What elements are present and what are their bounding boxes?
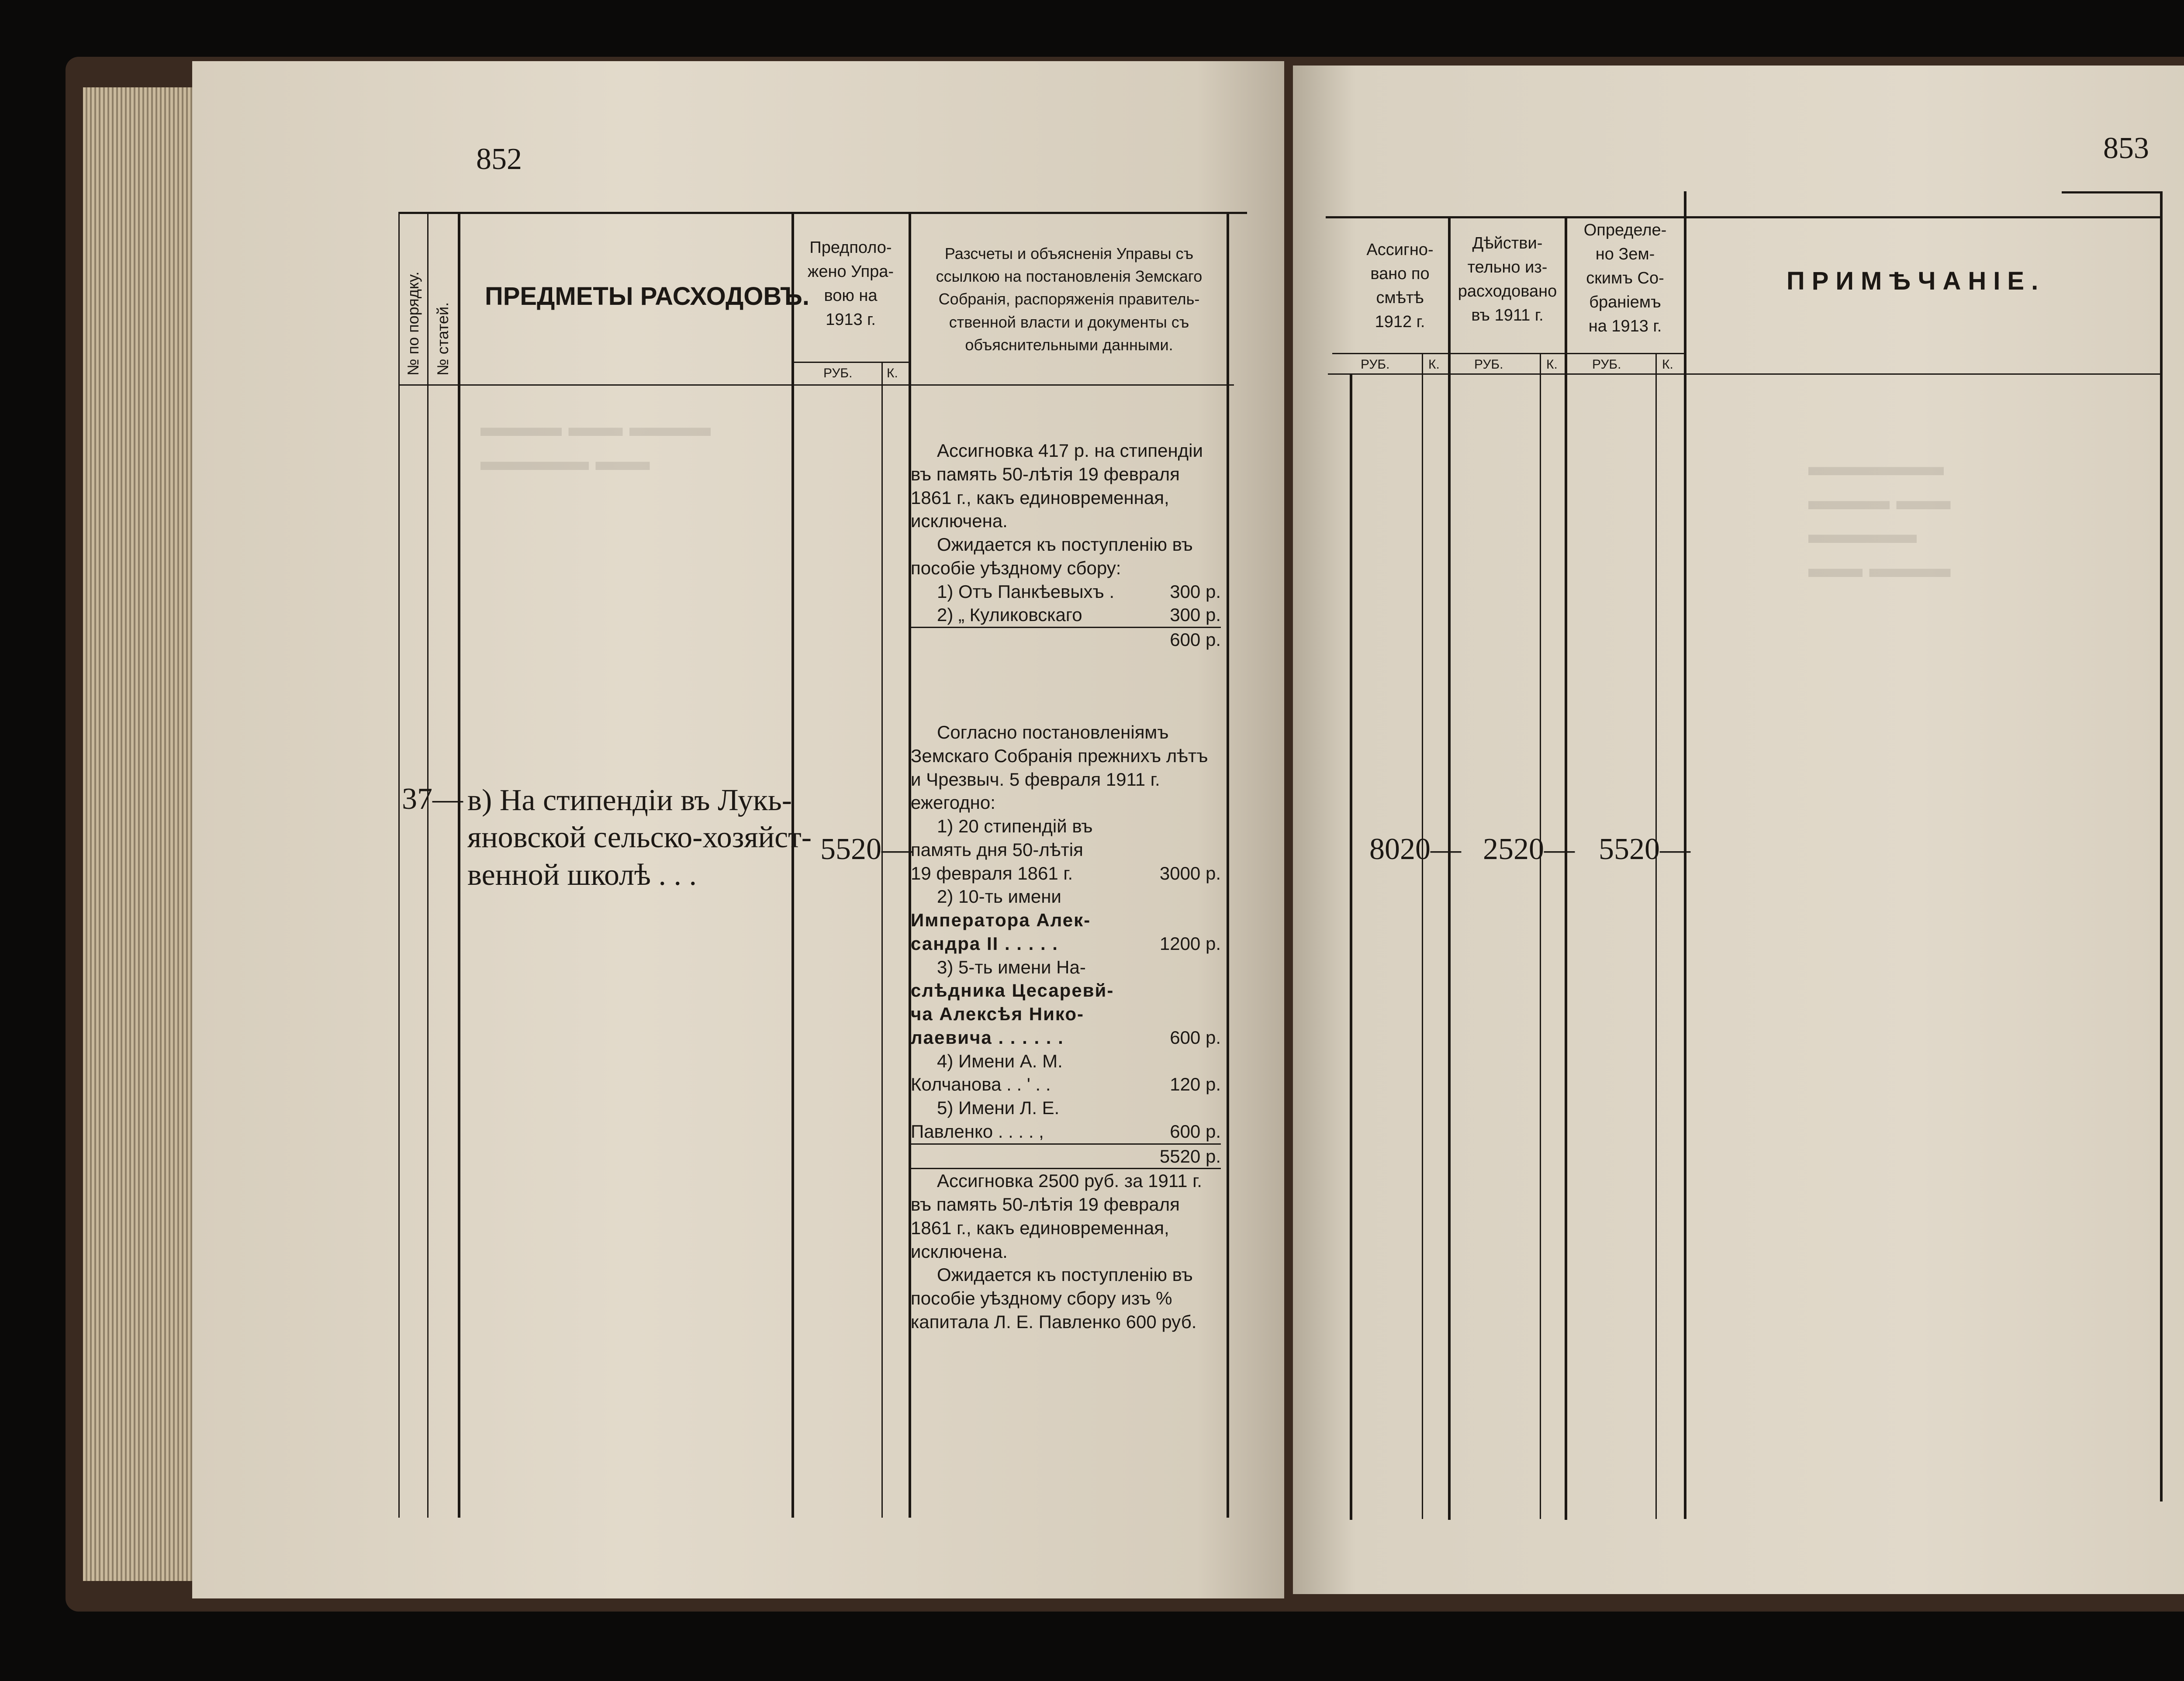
header-proposed-line: жено Упра- xyxy=(807,262,894,281)
entry-proposed-amount xyxy=(820,832,912,867)
page-number-right: 853 xyxy=(2103,131,2149,165)
r-col-divider-4 xyxy=(2160,191,2163,1502)
entry-item xyxy=(467,782,812,894)
determined-value: 5520 xyxy=(1599,832,1660,866)
header-determined-line: браніемъ xyxy=(1589,293,1661,312)
unit-rule-left xyxy=(793,362,909,363)
r-col-divider-1 xyxy=(1448,216,1451,1520)
r-col-divider-2 xyxy=(1565,216,1567,1520)
calc-2-para2: Ассигновка 2500 руб. за 1911 г. въ память 50-лѣтія 19 февраля 1861 г., какъ единовременная, исключена. xyxy=(911,1170,1202,1262)
unit-rub-assigned: РУБ. xyxy=(1361,357,1390,372)
spent-dash: — xyxy=(1544,832,1575,866)
entry-item-line: в) На стипендіи въ Лукь- xyxy=(467,784,792,817)
unit-rub-determined: РУБ. xyxy=(1592,357,1621,372)
header-spent-line: тельно из- xyxy=(1467,258,1548,277)
calc-2-s1-c xyxy=(911,862,1221,885)
calc-2-total: 5520 р. xyxy=(911,1145,1221,1170)
proposed-amount-value: 5520 xyxy=(820,832,881,866)
header-spent-line: расходовано xyxy=(1458,282,1557,301)
header-top-rule-right xyxy=(1326,216,2162,218)
calc-2-s5-b xyxy=(911,1120,1221,1145)
col-divider-1 xyxy=(427,212,429,1518)
header-proposed xyxy=(793,236,909,332)
header-items-title: ПРЕДМЕТЫ РАСХОДОВЪ. xyxy=(485,282,809,311)
entry-spent-amount xyxy=(1483,832,1575,867)
calc-2-s5-amount: 600 р. xyxy=(1170,1121,1221,1142)
header-calculations xyxy=(913,242,1225,356)
calc-2-s1-amount: 3000 р. xyxy=(1159,863,1221,884)
header-article-number: № статей. xyxy=(434,302,452,376)
determined-dash: — xyxy=(1660,832,1690,866)
calc-2-s1-b: память дня 50-лѣтія xyxy=(911,839,1083,860)
calc-1-line2-amount: 300 р. xyxy=(1170,604,1221,625)
unit-rub-spent: РУБ. xyxy=(1474,357,1503,372)
calc-2-s5-text: Павленко . . . . , xyxy=(911,1121,1044,1142)
header-calc-line: Разсчеты и объясненія Управы съ xyxy=(944,245,1194,262)
calc-block-2 xyxy=(911,721,1221,1334)
calc-2-para1: Согласно постановленіямъ Земскаго Собранія прежнихъ лѣтъ и Чрезвыч. 5 февраля 1911 г. ежегодно: xyxy=(911,722,1208,813)
unit-rub-left: РУБ. xyxy=(823,366,853,380)
calc-2-s3-a: 3) 5-ть имени На- xyxy=(937,956,1086,977)
unit-kop-left: К. xyxy=(887,366,898,380)
calc-2-s3-text: лаевича . . . . . . xyxy=(911,1027,1064,1048)
entry-number-value: 37 xyxy=(402,782,432,816)
page-number-left: 852 xyxy=(476,142,522,176)
spent-value: 2520 xyxy=(1483,832,1544,866)
entry-number-dash: — xyxy=(432,782,463,816)
header-top-rule xyxy=(400,212,1247,214)
calc-1-para2: Ожидается къ поступленію въ пособіе уѣздному сбору: xyxy=(911,534,1193,578)
calc-1-total: 600 р. xyxy=(1170,629,1221,650)
header-note-title: ПРИМѢЧАНІЕ. xyxy=(1787,267,2046,295)
bleed-through-text: ▬▬▬ ▬▬ ▬▬▬ ▬▬▬▬ ▬▬ xyxy=(480,412,711,476)
entry-determined-amount xyxy=(1599,832,1690,867)
r-col-divider-0 xyxy=(1350,373,1352,1520)
header-assigned xyxy=(1352,238,1448,334)
header-calc-line: Собранія, распоряженія правитель- xyxy=(938,290,1200,308)
entry-item-line: венной школѣ . . . xyxy=(467,858,697,892)
header-bottom-rule-right xyxy=(1328,373,2162,375)
header-order-number: № по порядку. xyxy=(404,271,422,376)
entry-number xyxy=(402,782,463,817)
unit-kop-determined: К. xyxy=(1662,357,1673,372)
header-top-rule-note xyxy=(2062,191,2160,193)
header-assigned-line: вано по xyxy=(1370,265,1430,283)
col-divider-0 xyxy=(398,212,400,1518)
assigned-value: 8020 xyxy=(1369,832,1431,866)
header-determined-line: Определе- xyxy=(1583,221,1667,239)
header-proposed-line: Предполо- xyxy=(809,238,892,257)
unit-kop-assigned: К. xyxy=(1428,357,1440,372)
header-assigned-line: смѣтѣ xyxy=(1376,289,1424,307)
calc-2-s1-a: 1) 20 стипендій въ xyxy=(937,816,1093,836)
calc-2-s3-amount: 600 р. xyxy=(1170,1027,1221,1048)
calc-1-line2 xyxy=(911,603,1221,628)
r-col-divider-kop1 xyxy=(1422,353,1423,1519)
calc-1-line1 xyxy=(911,580,1221,604)
header-spent-line: Дѣйстви- xyxy=(1472,234,1543,252)
calc-2-s2-a: 2) 10-ть имени xyxy=(937,886,1061,907)
unit-rule-right xyxy=(1332,353,1684,354)
calc-1-line1-label: 1) Отъ Панкѣевыхъ . xyxy=(937,581,1115,602)
calc-2-s3-d xyxy=(911,1026,1221,1049)
header-assigned-line: Ассигно- xyxy=(1366,241,1434,259)
r-col-divider-kop3 xyxy=(1655,353,1657,1519)
col-divider-2 xyxy=(458,212,460,1518)
header-calc-line: ссылкою на постановленія Земскаго xyxy=(936,267,1203,286)
bleed-through-text-right: ▬▬▬▬▬ ▬▬▬ ▬▬ ▬▬▬▬ ▬▬ ▬▬▬ xyxy=(1808,452,1951,583)
calc-1-line1-amount: 300 р. xyxy=(1170,581,1221,602)
header-determined xyxy=(1567,218,1683,338)
calc-2-s3-b: слѣдника Цесаревй- xyxy=(911,980,1114,1001)
header-spent xyxy=(1450,231,1565,328)
calc-2-s5-a: 5) Имени Л. Е. xyxy=(937,1098,1060,1118)
calc-1-para1: Ассигновка 417 р. на стипендіи въ память 50-лѣтія 19 февраля 1861 г., какъ единовременная, исключена. xyxy=(911,440,1203,532)
header-determined-line: но Зем- xyxy=(1595,245,1655,264)
entry-assigned-amount xyxy=(1369,832,1461,867)
calc-2-s2-text: сандра II . . . . . xyxy=(911,933,1058,954)
calc-2-s1-text: 19 февраля 1861 г. xyxy=(911,863,1073,884)
unit-kop-spent: К. xyxy=(1546,357,1558,372)
calc-2-para3: Ожидается къ поступленію въ пособіе уѣздному сбору изъ % капитала Л. Е. Павленко 600 руб. xyxy=(911,1264,1197,1332)
header-determined-line: скимъ Со- xyxy=(1586,269,1664,288)
header-bottom-rule xyxy=(400,384,1234,386)
header-calc-line: ственной власти и документы съ xyxy=(949,313,1189,331)
entry-item-line: яновской сельско-хозяйст- xyxy=(467,821,812,855)
calc-2-s4-amount: 120 р. xyxy=(1170,1074,1221,1095)
assigned-dash: — xyxy=(1431,832,1461,866)
col-divider-5 xyxy=(1227,212,1229,1518)
col-divider-kop xyxy=(881,362,883,1518)
calc-2-s2-b: Императора Алек- xyxy=(911,910,1091,930)
calc-2-s4-a: 4) Имени А. М. xyxy=(937,1050,1063,1071)
proposed-amount-dash: — xyxy=(881,832,912,866)
calc-1-line2-label: 2) „ Куликовскаго xyxy=(937,604,1082,625)
calc-block-1 xyxy=(911,439,1221,652)
header-calc-line: объяснительными данными. xyxy=(965,335,1173,354)
header-spent-line: въ 1911 г. xyxy=(1471,306,1544,325)
calc-2-s4-b xyxy=(911,1073,1221,1096)
calc-2-s3-c: ча Алексѣя Нико- xyxy=(911,1004,1084,1024)
header-determined-line: на 1913 г. xyxy=(1588,317,1662,336)
header-proposed-line: 1913 г. xyxy=(826,311,876,329)
header-assigned-line: 1912 г. xyxy=(1375,313,1425,331)
calc-2-s2-amount: 1200 р. xyxy=(1159,933,1221,954)
header-proposed-line: вою на xyxy=(824,286,878,305)
calc-2-s4-text: Колчанова . . ' . . xyxy=(911,1074,1051,1095)
r-col-divider-kop2 xyxy=(1540,353,1541,1519)
calc-2-s2-c xyxy=(911,932,1221,956)
